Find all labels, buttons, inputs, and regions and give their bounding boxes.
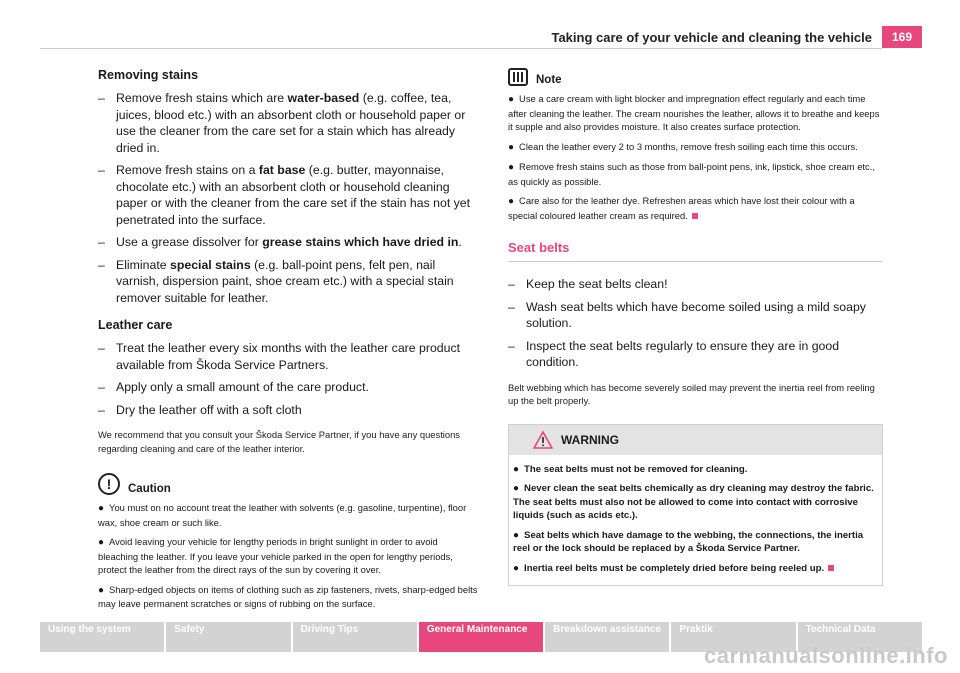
page-header-title: Taking care of your vehicle and cleaning the vehicle xyxy=(551,30,872,45)
seatbelt-step: – Keep the seat belts clean! xyxy=(508,277,668,291)
warning-header xyxy=(509,425,882,455)
tab-praktik[interactable]: Praktik xyxy=(671,622,795,652)
section-divider xyxy=(508,261,882,262)
warning-box xyxy=(508,424,883,587)
note-icon xyxy=(508,68,528,86)
warning-triangle-icon xyxy=(533,431,553,449)
seatbelt-step: – Wash seat belts which have become soiled using a mild soapy solution. xyxy=(508,299,866,330)
end-marker-icon xyxy=(692,213,698,219)
note-header xyxy=(508,68,883,86)
caution-bullet: ● Sharp-edged objects on items of clothing such as zip fasteners, rivets, sharp-edged belts may leave permanent scratches or signs of rubbing on the surface. xyxy=(98,583,478,609)
leather-step: – Apply only a small amount of the care product. xyxy=(98,380,369,394)
recommend-text: We recommend that you consult your Škoda Service Partner, if you have any questions regarding cleaning and care of the leather interior. xyxy=(98,429,460,454)
seat-belts-heading: Seat belts xyxy=(508,240,570,255)
caution-bullet: ● Avoid leaving your vehicle for lengthy periods in bright sunlight in order to avoid bleaching the leather. If you leave your vehicle parked in the open for lengthy periods, protect the leather from the direct rays of the sun by covering it over. xyxy=(98,536,453,575)
note-bullet: ● Remove fresh stains such as those from ball-point pens, ink, lipstick, shoe cream etc., as quickly as possible. xyxy=(508,161,875,187)
caution-title: Caution xyxy=(128,483,171,495)
stain-step: – Remove fresh stains which are water-based (e.g. coffee, tea, juices, blood etc.) with an absorbent cloth or household paper or use the cleaner from the care set for a stain which has already dried in. xyxy=(98,91,466,155)
caution-bullet: ● You must on no account treat the leather with solvents (e.g. gasoline, turpentine), floor wax, shoe cream or such like. xyxy=(98,502,467,528)
removing-stains-heading: Removing stains xyxy=(98,68,199,82)
note-bullet: ● Clean the leather every 2 to 3 months, remove fresh soiling each time this occurs. xyxy=(508,140,858,153)
note-title: Note xyxy=(536,74,562,86)
page-number: 169 xyxy=(882,26,922,48)
warning-body xyxy=(509,455,882,586)
header-divider xyxy=(40,48,882,49)
seatbelt-step: – Inspect the seat belts regularly to ensure they are in good condition. xyxy=(508,338,840,369)
end-marker-icon xyxy=(828,565,834,571)
tab-safety[interactable]: Safety xyxy=(166,622,290,652)
note-bullet: ● Care also for the leather dye. Refreshen areas which have lost their colour with a special coloured leather cream as required. xyxy=(508,195,855,221)
tab-technical-data[interactable]: Technical Data xyxy=(798,622,922,652)
leather-care-heading: Leather care xyxy=(98,318,173,332)
tab-driving-tips[interactable]: Driving Tips xyxy=(293,622,417,652)
watermark: carmanualsonline.info xyxy=(704,643,948,668)
caution-header xyxy=(98,473,478,495)
warning-bullet: ● Seat belts which have damage to the webbing, the connections, the inertia reel or the lock should be replaced by a Škoda Service Partner. xyxy=(513,529,864,554)
warning-title: WARNING xyxy=(561,432,619,447)
warning-bullet: ● The seat belts must not be removed for cleaning. xyxy=(513,463,748,475)
warning-bullet: ● Never clean the seat belts chemically as dry cleaning may destroy the fabric. The seat belts must also not be allowed to come into contact with corrosive liquids (such as acids etc.). xyxy=(513,483,874,521)
stain-step: – Remove fresh stains on a fat base (e.g. butter, mayonnaise, chocolate etc.) with an absorbent cloth or household cleaning paper or with the cleaner from the care set if the stain has not yet penetrated into the surface. xyxy=(98,163,471,227)
tab-using-the-system[interactable]: Using the system xyxy=(40,622,164,652)
tab-general-maintenance[interactable]: General Maintenance xyxy=(419,622,543,652)
right-column xyxy=(508,68,883,586)
caution-icon: ! xyxy=(98,473,120,495)
warning-bullet: ● Inertia reel belts must be completely dried before being reeled up. xyxy=(513,562,878,576)
tab-breakdown-assistance[interactable]: Breakdown assistance xyxy=(545,622,669,652)
leather-step: – Treat the leather every six months with the leather care product available from Škoda Service Partners. xyxy=(98,341,461,372)
stain-step: – Eliminate special stains (e.g. ball-point pens, felt pen, nail varnish, dispersion paint, shoe cream etc.) with a special stain remover suitable for leather. xyxy=(98,257,454,305)
webbing-text: Belt webbing which has become severely soiled may prevent the inertia reel from reeling up the belt properly. xyxy=(508,381,875,406)
note-bullet: ● Use a care cream with light blocker and impregnation effect regularly and each time after cleaning the leather. The cream nourishes the leather, allows it to breathe and keeps it supple and also provides moisture. It also creates surface protection. xyxy=(508,93,880,132)
leather-step: – Dry the leather off with a soft cloth xyxy=(98,402,302,417)
left-column xyxy=(98,68,478,617)
stain-step: – Use a grease dissolver for grease stains which have dried in. xyxy=(98,235,462,249)
